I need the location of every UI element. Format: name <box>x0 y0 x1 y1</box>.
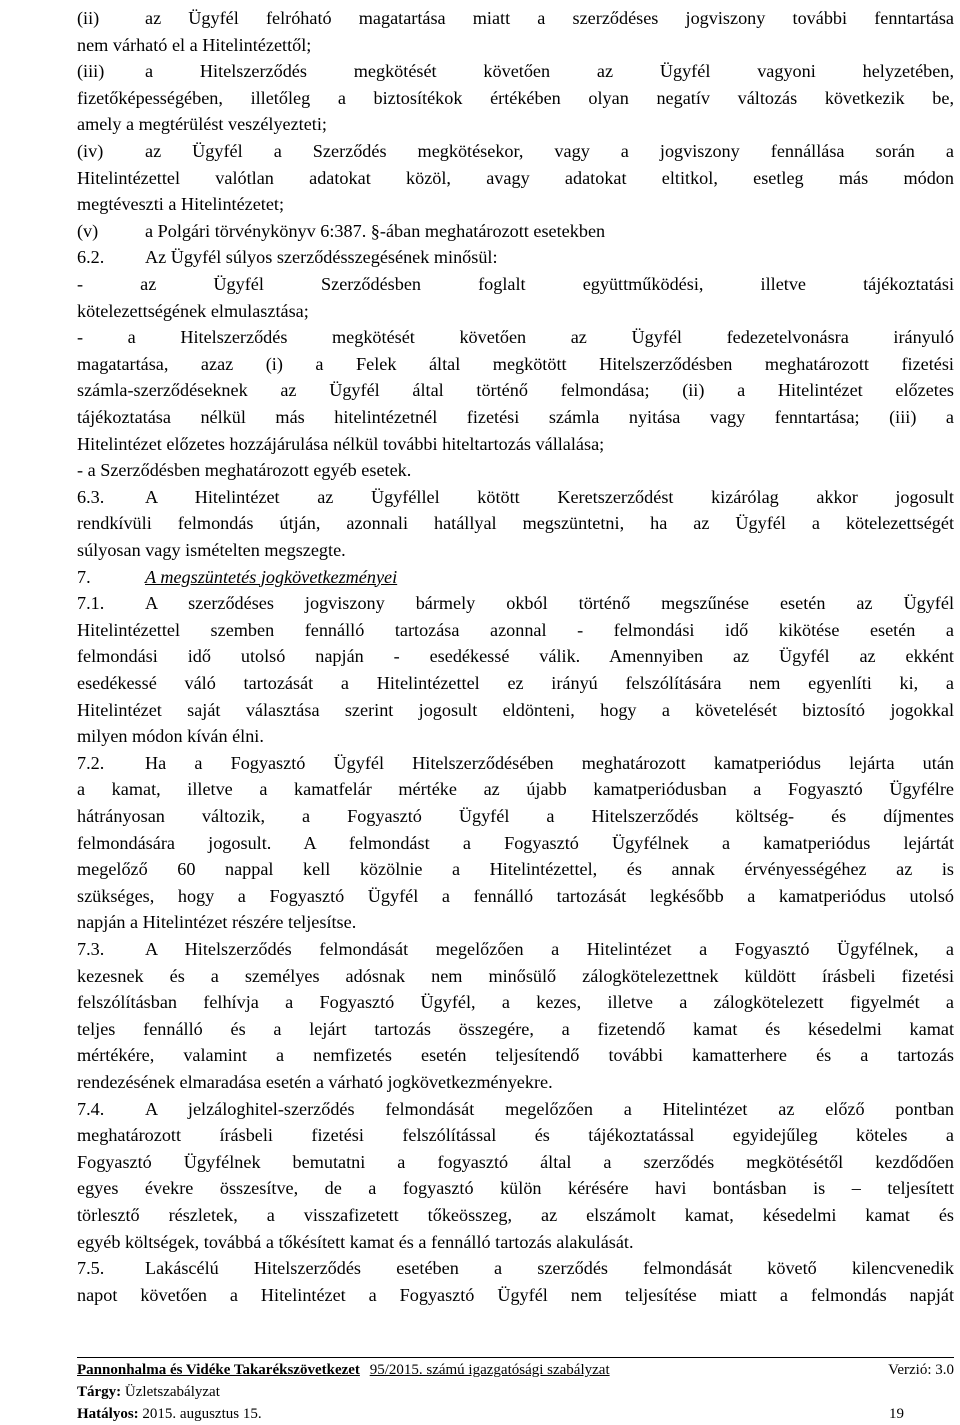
text-line: Hitelintézet saját választása szerint jogosult eldönteni, hogy a követelését biztosító jogokkal <box>77 699 954 720</box>
text-line: felmondási idő utolsó napján - esedékessé válik. Amennyiben az Ügyfél az ekként <box>77 646 954 667</box>
item-number: 7.3. <box>77 939 105 959</box>
text-line: Hitelintézettel valótlan adatokat közöl, avagy adatokat eltitkol, esetleg más módon <box>77 167 954 188</box>
footer-row-3 <box>77 1404 954 1424</box>
footer-version: Verzió: 3.0 <box>888 1362 954 1378</box>
text-line: rendezésének elmaradása esetén a várható jogkövetkezményekre. <box>77 1072 553 1092</box>
text-line: - a Hitelszerződés megkötését követően az Ügyfél fedezetelvonásra irányuló <box>77 327 954 348</box>
text-line: - az Ügyfél Szerződésben foglalt együttműködési, illetve tájékoztatási <box>77 274 954 294</box>
text-line <box>77 58 954 85</box>
text-line: felszólításban felhívja a Fogyasztó Ügyfél, a kezes, illetve a zálogkötelezett figyelmét a <box>77 992 954 1013</box>
item-number: (iii) <box>77 61 105 82</box>
footer-effective-label: Hatályos: <box>77 1406 139 1422</box>
text-line: Hitelintézet előzetes hozzájárulása nélkül további hiteltartozás vállalása; <box>77 433 605 454</box>
item-text: a Polgári törvénykönyv 6:387. §-ában meghatározott esetekben <box>145 220 606 241</box>
text-line <box>77 1096 954 1123</box>
item-number: 6.2. <box>77 247 105 268</box>
item-text: Az Ügyfél súlyos szerződésszegésének minősül: <box>145 247 498 268</box>
text-line: teljes fennálló és a lejárt tartozás összegére, a fizetendő kamat és késedelmi kamat <box>77 1018 954 1039</box>
footer-row-2 <box>77 1382 954 1402</box>
item-text: a Hitelszerződés megkötését követően az Ügyfél vagyoni helyzetében, <box>145 61 954 82</box>
text-line: hátrányosan változik, a Fogyasztó Ügyfél a Hitelszerződés költség- és díjmentes <box>77 806 954 826</box>
text-line <box>77 138 954 165</box>
text-line: napján a Hitelintézet részére teljesítse. <box>77 912 357 933</box>
text-line <box>77 564 954 591</box>
item-text: az Ügyfél felróható magatartása miatt a szerződéses jogviszony további fenntartása <box>145 8 954 28</box>
text-line <box>77 484 954 511</box>
item-text: A Hitelintézet az Ügyféllel kötött Keretszerződést kizárólag akkor jogosult <box>145 486 954 507</box>
text-line: milyen módon kíván élni. <box>77 726 264 747</box>
text-line: fizetőképességében, illetőleg a biztosítékok értékében olyan negatív változás következik be, <box>77 87 954 108</box>
text-line: meghatározott írásbeli fizetési felszólítással és tájékoztatással egyidejűleg köteles a <box>77 1125 954 1146</box>
item-number: 7.2. <box>77 752 105 773</box>
text-line: felmondására jogosult. A felmondást a Fogyasztó Ügyfélnek a kamatperiódus lejártát <box>77 832 954 853</box>
footer-regulation: 95/2015. számú igazgatósági szabályzat <box>369 1362 610 1378</box>
item-number: 7.4. <box>77 1098 105 1119</box>
text-line: kötelezettségének elmulasztása; <box>77 300 309 321</box>
text-line <box>77 244 954 271</box>
item-number: (iv) <box>77 141 104 161</box>
footer-subject-label: Tárgy: <box>77 1384 122 1400</box>
text-line: törlesztő részletek, a visszafizetett tőkeösszeg, az elszámolt kamat, késedelmi kamat és <box>77 1205 954 1225</box>
text-line <box>77 936 954 963</box>
item-number: (ii) <box>77 8 100 28</box>
footer-subject-value: Üzletszabályzat <box>124 1384 220 1400</box>
section-number: 7. <box>77 566 91 587</box>
text-line: esedékessé váló tartozását a Hitelintézettel ez irányú felszólítására nem egyenlíti ki, a <box>77 673 954 693</box>
text-line: tájékoztatása nélkül más hitelintézetnél fizetési számla nyitása vagy fenntartása; (iii) a <box>77 407 954 427</box>
text-line: magatartása, azaz (i) a Felek által megkötött Hitelszerződésben meghatározott fizetési <box>77 353 954 374</box>
item-text: Lakáscélú Hitelszerződés esetében a szerződés felmondását követő kilencvenedik <box>145 1258 954 1279</box>
item-number: 6.3. <box>77 486 105 507</box>
text-line: - a Szerződésben meghatározott egyéb esetek. <box>77 460 412 481</box>
item-number: (v) <box>77 220 99 241</box>
item-text: A jelzáloghitel-szerződés felmondását megelőzően a Hitelintézet az előző pontban <box>145 1098 954 1119</box>
footer-organization: Pannonhalma és Vidéke Takarékszövetkezet <box>77 1362 360 1378</box>
footer-page-number: 19 <box>889 1406 904 1422</box>
text-line: mértékére, valamint a nemfizetés esetén teljesítendő további kamatterhere és a tartozás <box>77 1045 954 1066</box>
item-text: Ha a Fogyasztó Ügyfél Hitelszerződésében meghatározott kamatperiódus lejárta után <box>145 752 954 773</box>
text-line: egyes évekre összesítve, de a fogyasztó külön kérésére havi bontásban is – teljesített <box>77 1178 954 1199</box>
item-text: A Hitelszerződés felmondását megelőzően a Hitelintézet a Fogyasztó Ügyfélnek, a <box>145 939 954 959</box>
text-line <box>77 1255 954 1282</box>
text-line: súlyosan vagy ismételten megszegte. <box>77 540 346 560</box>
text-line: rendkívüli felmondás útján, azonnali hatállyal megszüntetni, ha az Ügyfél a kötelezettségét <box>77 513 954 534</box>
text-line: Hitelintézettel szemben fennálló tartozása azonnal - felmondási idő kikötése esetén a <box>77 619 954 640</box>
footer-effective-value: 2015. augusztus 15. <box>142 1406 262 1422</box>
text-line: amely a megtérülést veszélyezteti; <box>77 114 327 135</box>
text-line: számla-szerződéseknek az Ügyfél által történő felmondása; (ii) a Hitelintézet előzetes <box>77 380 954 401</box>
footer-rule <box>77 1357 954 1358</box>
text-line: egyéb költségek, továbbá a tőkésített kamat és a fennálló tartozás alakulását. <box>77 1231 634 1252</box>
text-line: kezesnek és a személyes adósnak nem minősülő zálogkötelezettnek küldött írásbeli fizetési <box>77 965 954 986</box>
text-line: Fogyasztó Ügyfélnek bemutatni a fogyasztó által a szerződés megkötésétől kezdődően <box>77 1151 954 1172</box>
item-number: 7.1. <box>77 593 105 614</box>
item-text: az Ügyfél a Szerződés megkötésekor, vagy a jogviszony fennállása során a <box>145 141 954 161</box>
text-line: megtéveszti a Hitelintézetet; <box>77 194 285 215</box>
text-line: szükséges, hogy a Fogyasztó Ügyfél a fennálló tartozását legkésőbb a kamatperiódus utolsó <box>77 885 954 906</box>
text-line <box>77 590 954 617</box>
text-line: nem várható el a Hitelintézettől; <box>77 34 312 55</box>
item-text: A szerződéses jogviszony bármely okból történő megszűnése esetén az Ügyfél <box>145 593 954 614</box>
item-number: 7.5. <box>77 1258 105 1279</box>
text-line <box>77 218 954 245</box>
text-line: a kamat, illetve a kamatfelár mértéke az újabb kamatperiódusban a Fogyasztó Ügyfélre <box>77 779 954 800</box>
text-line <box>77 750 954 777</box>
text-line <box>77 5 954 32</box>
footer-row-1 <box>77 1360 954 1380</box>
text-line: napot követően a Hitelintézet a Fogyasztó Ügyfél nem teljesítése miatt a felmondás napját <box>77 1284 954 1305</box>
section-heading: A megszüntetés jogkövetkezményei <box>145 566 398 587</box>
text-line: megelőző 60 nappal kell közölnie a Hitelintézettel, és annak érvényességéhez az is <box>77 859 954 880</box>
